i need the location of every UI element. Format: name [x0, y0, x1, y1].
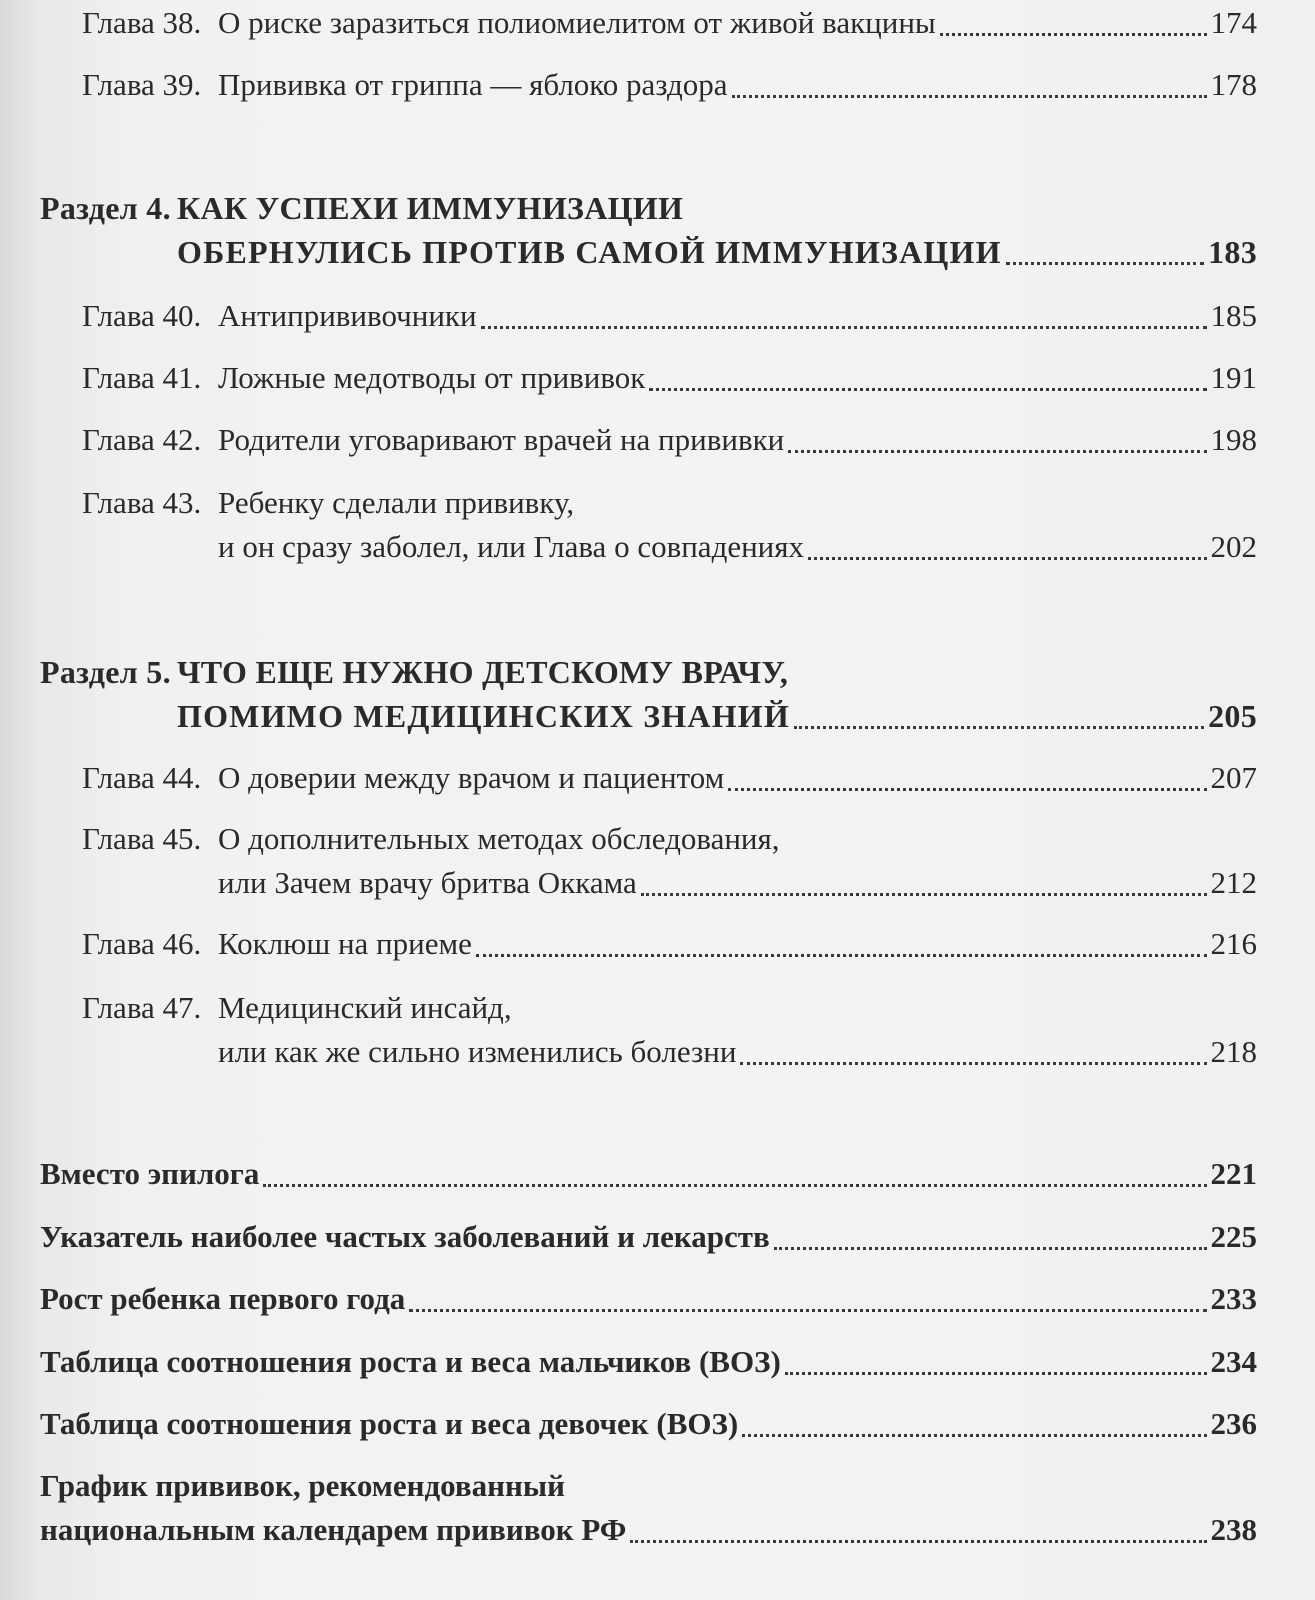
dot-leader [794, 716, 1204, 729]
page-number: 212 [1210, 865, 1257, 900]
entry-title: Таблица соотношения роста и веса девочек (ВОЗ) [40, 1406, 739, 1441]
page-number: 221 [1210, 1156, 1257, 1191]
toc-entry-girls-table[interactable] [40, 1402, 1257, 1446]
chapter-number: Глава 43. [82, 485, 202, 520]
toc-entry-growth[interactable] [40, 1277, 1257, 1321]
dot-leader [481, 316, 1207, 329]
page-number: 183 [1208, 234, 1257, 270]
dot-leader [641, 883, 1207, 896]
section-title-line1: КАК УСПЕХИ ИММУНИЗАЦИИ [177, 190, 684, 226]
dot-leader [263, 1174, 1206, 1187]
chapter-title-line1: Медицинский инсайд, [218, 990, 512, 1025]
page-number: 233 [1210, 1281, 1257, 1316]
page-number: 198 [1210, 422, 1257, 457]
dot-leader [940, 23, 1207, 36]
page-number: 202 [1210, 529, 1257, 564]
entry-title-line1: График прививок, рекомендованный [40, 1468, 565, 1503]
toc-entry-index[interactable] [40, 1215, 1257, 1259]
page-number: 205 [1208, 698, 1257, 734]
chapter-number: Глава 44. [82, 760, 202, 795]
page-number: 191 [1210, 360, 1257, 395]
dot-leader [649, 378, 1206, 391]
page-number: 225 [1210, 1219, 1257, 1254]
toc-entry-section-5[interactable] [40, 650, 1257, 738]
chapter-number: Глава 41. [82, 360, 202, 395]
dot-leader [409, 1299, 1206, 1312]
toc-entry-chapter-38[interactable] [40, 1, 1257, 45]
chapter-number: Глава 45. [82, 821, 202, 856]
dot-leader [1006, 252, 1204, 265]
chapter-number: Глава 39. [82, 67, 202, 102]
entry-title: Указатель наиболее частых заболеваний и лекарств [40, 1219, 770, 1254]
toc-entry-chapter-43[interactable] [40, 481, 1257, 569]
dot-leader [630, 1530, 1206, 1543]
entry-title: Рост ребенка первого года [40, 1281, 406, 1316]
toc-entry-chapter-40[interactable] [40, 294, 1257, 338]
entry-title: Таблица соотношения роста и веса мальчиков (ВОЗ) [40, 1344, 781, 1379]
toc-entry-chapter-41[interactable] [40, 356, 1257, 400]
entry-title: Вместо эпилога [40, 1156, 260, 1191]
dot-leader [788, 440, 1206, 453]
chapter-number: Глава 38. [82, 5, 202, 40]
section-number: Раздел 4. [40, 190, 171, 226]
toc-entry-vaccination-schedule[interactable] [40, 1464, 1257, 1552]
page-number: 185 [1210, 298, 1257, 333]
toc-entry-section-4[interactable] [40, 186, 1257, 274]
section-title-line1: ЧТО ЕЩЕ НУЖНО ДЕТСКОМУ ВРАЧУ, [177, 654, 789, 690]
toc-entry-chapter-44[interactable] [40, 756, 1257, 800]
toc-entry-chapter-42[interactable] [40, 418, 1257, 462]
page-number: 216 [1210, 926, 1257, 961]
dot-leader [785, 1362, 1207, 1375]
dot-leader [740, 1052, 1206, 1065]
section-title-line2: ПОМИМО МЕДИЦИНСКИХ ЗНАНИЙ [177, 698, 790, 734]
toc-entry-boys-table[interactable] [40, 1340, 1257, 1384]
chapter-title-line1: О дополнительных методах обследования, [218, 821, 780, 856]
dot-leader [728, 778, 1206, 791]
page-number: 234 [1210, 1344, 1257, 1379]
chapter-title: Родители уговаривают врачей на прививки [218, 422, 785, 457]
dot-leader [774, 1237, 1207, 1250]
dot-leader [742, 1424, 1206, 1437]
dot-leader [732, 85, 1207, 98]
page-number: 174 [1210, 5, 1257, 40]
toc-entry-chapter-47[interactable] [40, 986, 1257, 1074]
page-number: 207 [1210, 760, 1257, 795]
toc-entry-chapter-39[interactable] [40, 63, 1257, 107]
page-number: 236 [1210, 1406, 1257, 1441]
toc-entry-epilogue[interactable] [40, 1152, 1257, 1196]
toc-entry-chapter-45[interactable] [40, 817, 1257, 905]
chapter-number: Глава 47. [82, 990, 202, 1025]
dot-leader [808, 547, 1206, 560]
chapter-title-line2: или как же сильно изменились болезни [218, 1034, 737, 1069]
chapter-title-line2: и он сразу заболел, или Глава о совпадениях [218, 529, 805, 564]
chapter-title-line2: или Зачем врачу бритва Оккама [218, 865, 637, 900]
chapter-title: Прививка от гриппа — яблоко раздора [218, 67, 728, 102]
chapter-title: О доверии между врачом и пациентом [218, 760, 725, 795]
chapter-title-line1: Ребенку сделали прививку, [218, 485, 575, 520]
section-title-line2: ОБЕРНУЛИСЬ ПРОТИВ САМОЙ ИММУНИЗАЦИИ [177, 234, 1002, 270]
chapter-number: Глава 40. [82, 298, 202, 333]
dot-leader [476, 944, 1207, 957]
chapter-title: Ложные медотводы от прививок [218, 360, 646, 395]
chapter-title: Антипрививочники [218, 298, 477, 333]
page-number: 238 [1210, 1512, 1257, 1547]
section-number: Раздел 5. [40, 654, 171, 690]
page-number: 178 [1210, 67, 1257, 102]
chapter-title: О риске заразиться полиомиелитом от живой вакцины [218, 5, 936, 40]
chapter-number: Глава 46. [82, 926, 202, 961]
chapter-number: Глава 42. [82, 422, 202, 457]
chapter-title: Коклюш на приеме [218, 926, 472, 961]
entry-title-line2: национальным календарем прививок РФ [40, 1512, 627, 1547]
page-number: 218 [1210, 1034, 1257, 1069]
toc-entry-chapter-46[interactable] [40, 922, 1257, 966]
